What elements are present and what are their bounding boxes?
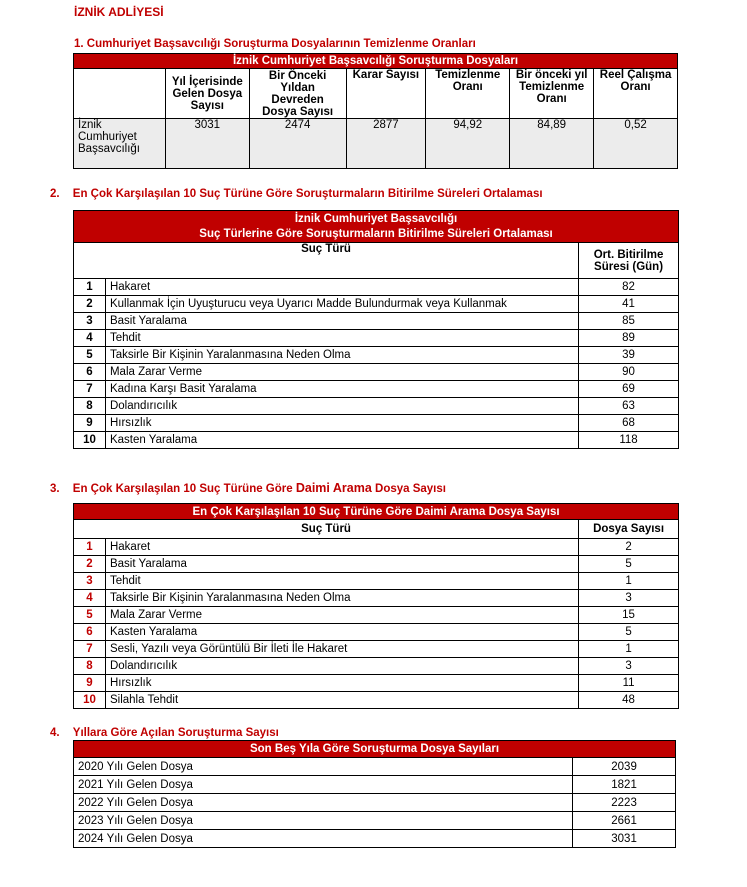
row-crime-type: Taksirle Bir Kişinin Yaralanmasına Neden Olma <box>105 590 578 607</box>
table-row <box>74 658 679 675</box>
year-value: 2223 <box>573 794 676 812</box>
section4-table-body <box>74 758 676 848</box>
year-label: 2020 Yılı Gelen Dosya <box>74 758 573 776</box>
year-label: 2022 Yılı Gelen Dosya <box>74 794 573 812</box>
section4-table-title: Son Beş Yıla Göre Soruşturma Dosya Sayıları <box>74 741 676 758</box>
table-row <box>74 330 679 347</box>
header-prev-clearance-rate: Bir önceki yıl Temizlenme Oranı <box>510 69 594 119</box>
section3-heading-text-b: Daimi Arama <box>295 481 372 495</box>
value-clearance-rate: 94,92 <box>426 119 510 169</box>
row-number: 8 <box>74 398 106 415</box>
row-crime-type: Tehdit <box>105 330 578 347</box>
row-value: 5 <box>579 556 679 573</box>
table-row <box>74 313 679 330</box>
row-crime-type: Mala Zarar Verme <box>105 364 578 381</box>
section3-heading <box>50 481 446 495</box>
table-row <box>74 830 676 848</box>
row-number: 4 <box>74 590 106 607</box>
year-label: 2023 Yılı Gelen Dosya <box>74 812 573 830</box>
header-decisions: Karar Sayısı <box>346 69 426 119</box>
row-value: 2 <box>579 539 679 556</box>
row-value: 3 <box>579 658 679 675</box>
section1-heading-text: Cumhuriyet Başsavcılığı Soruşturma Dosyalarının Temizlenme Oranları <box>86 38 476 50</box>
section2-heading <box>50 188 543 200</box>
row-number: 1 <box>74 539 106 556</box>
table-row <box>74 590 679 607</box>
row-value: 48 <box>579 692 679 709</box>
table-row <box>74 641 679 658</box>
row-crime-type: Kadına Karşı Basit Yaralama <box>105 381 578 398</box>
row-crime-type: Hakaret <box>105 279 578 296</box>
row-crime-type: Dolandırıcılık <box>105 398 578 415</box>
section1-number: 1. <box>74 38 84 50</box>
table-row <box>74 812 676 830</box>
row-crime-type: Kasten Yaralama <box>105 432 578 449</box>
row-crime-type: Tehdit <box>105 573 578 590</box>
page-title: İZNİK ADLİYESİ <box>74 5 164 19</box>
row-value: 69 <box>579 381 679 398</box>
section4-heading-text: Yıllara Göre Açılan Soruşturma Sayısı <box>72 727 279 739</box>
header-real-work-rate: Reel Çalışma Oranı <box>594 69 678 119</box>
table-row <box>74 573 679 590</box>
section1-table <box>73 53 678 169</box>
row-value: 85 <box>579 313 679 330</box>
row-number: 10 <box>74 432 106 449</box>
value-carried-files: 2474 <box>249 119 346 169</box>
section3-col-crime: Suç Türü <box>74 520 579 539</box>
table-row <box>74 398 679 415</box>
section4-number: 4. <box>50 727 60 739</box>
table-row <box>74 675 679 692</box>
row-number: 3 <box>74 573 106 590</box>
row-crime-type: Kullanmak İçin Uyuşturucu veya Uyarıcı Madde Bulundurmak veya Kullanmak <box>105 296 578 313</box>
header-incoming-files: Yıl İçerisinde Gelen Dosya Sayısı <box>165 69 249 119</box>
row-value: 82 <box>579 279 679 296</box>
year-label: 2021 Yılı Gelen Dosya <box>74 776 573 794</box>
row-number: 10 <box>74 692 106 709</box>
row-value: 3 <box>579 590 679 607</box>
table-row <box>74 776 676 794</box>
row-number: 1 <box>74 279 106 296</box>
row-crime-type: Hırsızlık <box>105 415 578 432</box>
row-number: 6 <box>74 624 106 641</box>
table-row <box>74 347 679 364</box>
section3-heading-text-c: Dosya Sayısı <box>371 483 446 495</box>
row-crime-type: Hırsızlık <box>105 675 578 692</box>
row-number: 4 <box>74 330 106 347</box>
year-value: 2039 <box>573 758 676 776</box>
row-value: 15 <box>579 607 679 624</box>
row-crime-type: Silahla Tehdit <box>105 692 578 709</box>
row-number: 7 <box>74 641 106 658</box>
row-number: 8 <box>74 658 106 675</box>
row-value: 89 <box>579 330 679 347</box>
row-value: 41 <box>579 296 679 313</box>
table-row <box>74 432 679 449</box>
year-value: 3031 <box>573 830 676 848</box>
section3-table-title: En Çok Karşılaşılan 10 Suç Türüne Göre Daimi Arama Dosya Sayısı <box>74 504 679 520</box>
year-value: 2661 <box>573 812 676 830</box>
table-row <box>74 556 679 573</box>
row-crime-type: Basit Yaralama <box>105 313 578 330</box>
section2-col-crime: Suç Türü <box>74 243 579 279</box>
section2-table <box>73 210 679 449</box>
row-number: 5 <box>74 607 106 624</box>
row-number: 6 <box>74 364 106 381</box>
section2-table-body <box>74 279 679 449</box>
row-crime-type: Mala Zarar Verme <box>105 607 578 624</box>
section1-row-label: İznik Cumhuriyet Başsavcılığı <box>74 119 166 169</box>
row-value: 11 <box>579 675 679 692</box>
value-incoming-files: 3031 <box>165 119 249 169</box>
section2-table-title-1: İznik Cumhuriyet Başsavcılığı <box>294 212 458 225</box>
row-value: 118 <box>579 432 679 449</box>
row-number: 2 <box>74 556 106 573</box>
section1-heading <box>74 38 476 50</box>
row-crime-type: Kasten Yaralama <box>105 624 578 641</box>
row-number: 2 <box>74 296 106 313</box>
row-crime-type: Hakaret <box>105 539 578 556</box>
section3-table <box>73 503 679 709</box>
value-decisions: 2877 <box>346 119 426 169</box>
section3-heading-text-a: En Çok Karşılaşılan 10 Suç Türüne Göre <box>72 483 296 495</box>
table-row <box>74 415 679 432</box>
value-prev-clearance-rate: 84,89 <box>510 119 594 169</box>
row-number: 9 <box>74 675 106 692</box>
row-value: 90 <box>579 364 679 381</box>
row-number: 3 <box>74 313 106 330</box>
table-row <box>74 692 679 709</box>
section3-col-value: Dosya Sayısı <box>579 520 679 539</box>
section4-heading <box>50 727 279 739</box>
table-row <box>74 624 679 641</box>
row-crime-type: Sesli, Yazılı veya Görüntülü Bir İleti İle Hakaret <box>105 641 578 658</box>
section2-heading-text: En Çok Karşılaşılan 10 Suç Türüne Göre Soruşturmaların Bitirilme Süreleri Ortalaması <box>72 188 543 200</box>
section1-table-title: İznik Cumhuriyet Başsavcılığı Soruşturma Dosyaları <box>74 54 678 69</box>
section2-table-title <box>74 211 679 243</box>
table-row <box>74 381 679 398</box>
row-number: 9 <box>74 415 106 432</box>
row-number: 5 <box>74 347 106 364</box>
table-row <box>74 607 679 624</box>
table-row <box>74 539 679 556</box>
row-number: 7 <box>74 381 106 398</box>
value-real-work-rate: 0,52 <box>594 119 678 169</box>
table-row <box>74 758 676 776</box>
table-row <box>74 296 679 313</box>
row-value: 39 <box>579 347 679 364</box>
row-value: 5 <box>579 624 679 641</box>
row-crime-type: Taksirle Bir Kişinin Yaralanmasına Neden Olma <box>105 347 578 364</box>
section1-header-empty <box>74 69 166 119</box>
table-row <box>74 794 676 812</box>
row-crime-type: Dolandırıcılık <box>105 658 578 675</box>
section2-col-value: Ort. Bitirilme Süresi (Gün) <box>579 243 679 279</box>
row-value: 1 <box>579 573 679 590</box>
row-value: 63 <box>579 398 679 415</box>
header-carried-files: Bir Önceki Yıldan Devreden Dosya Sayısı <box>249 69 346 119</box>
table-row <box>74 279 679 296</box>
row-crime-type: Basit Yaralama <box>105 556 578 573</box>
section2-number: 2. <box>50 188 60 200</box>
section3-table-body <box>74 539 679 709</box>
row-value: 1 <box>579 641 679 658</box>
year-label: 2024 Yılı Gelen Dosya <box>74 830 573 848</box>
table-row <box>74 364 679 381</box>
year-value: 1821 <box>573 776 676 794</box>
section3-number: 3. <box>50 483 60 495</box>
row-value: 68 <box>579 415 679 432</box>
header-clearance-rate: Temizlenme Oranı <box>426 69 510 119</box>
section4-table <box>73 740 676 848</box>
section2-table-title-2: Suç Türlerine Göre Soruşturmaların Bitirilme Süreleri Ortalaması <box>199 227 553 240</box>
